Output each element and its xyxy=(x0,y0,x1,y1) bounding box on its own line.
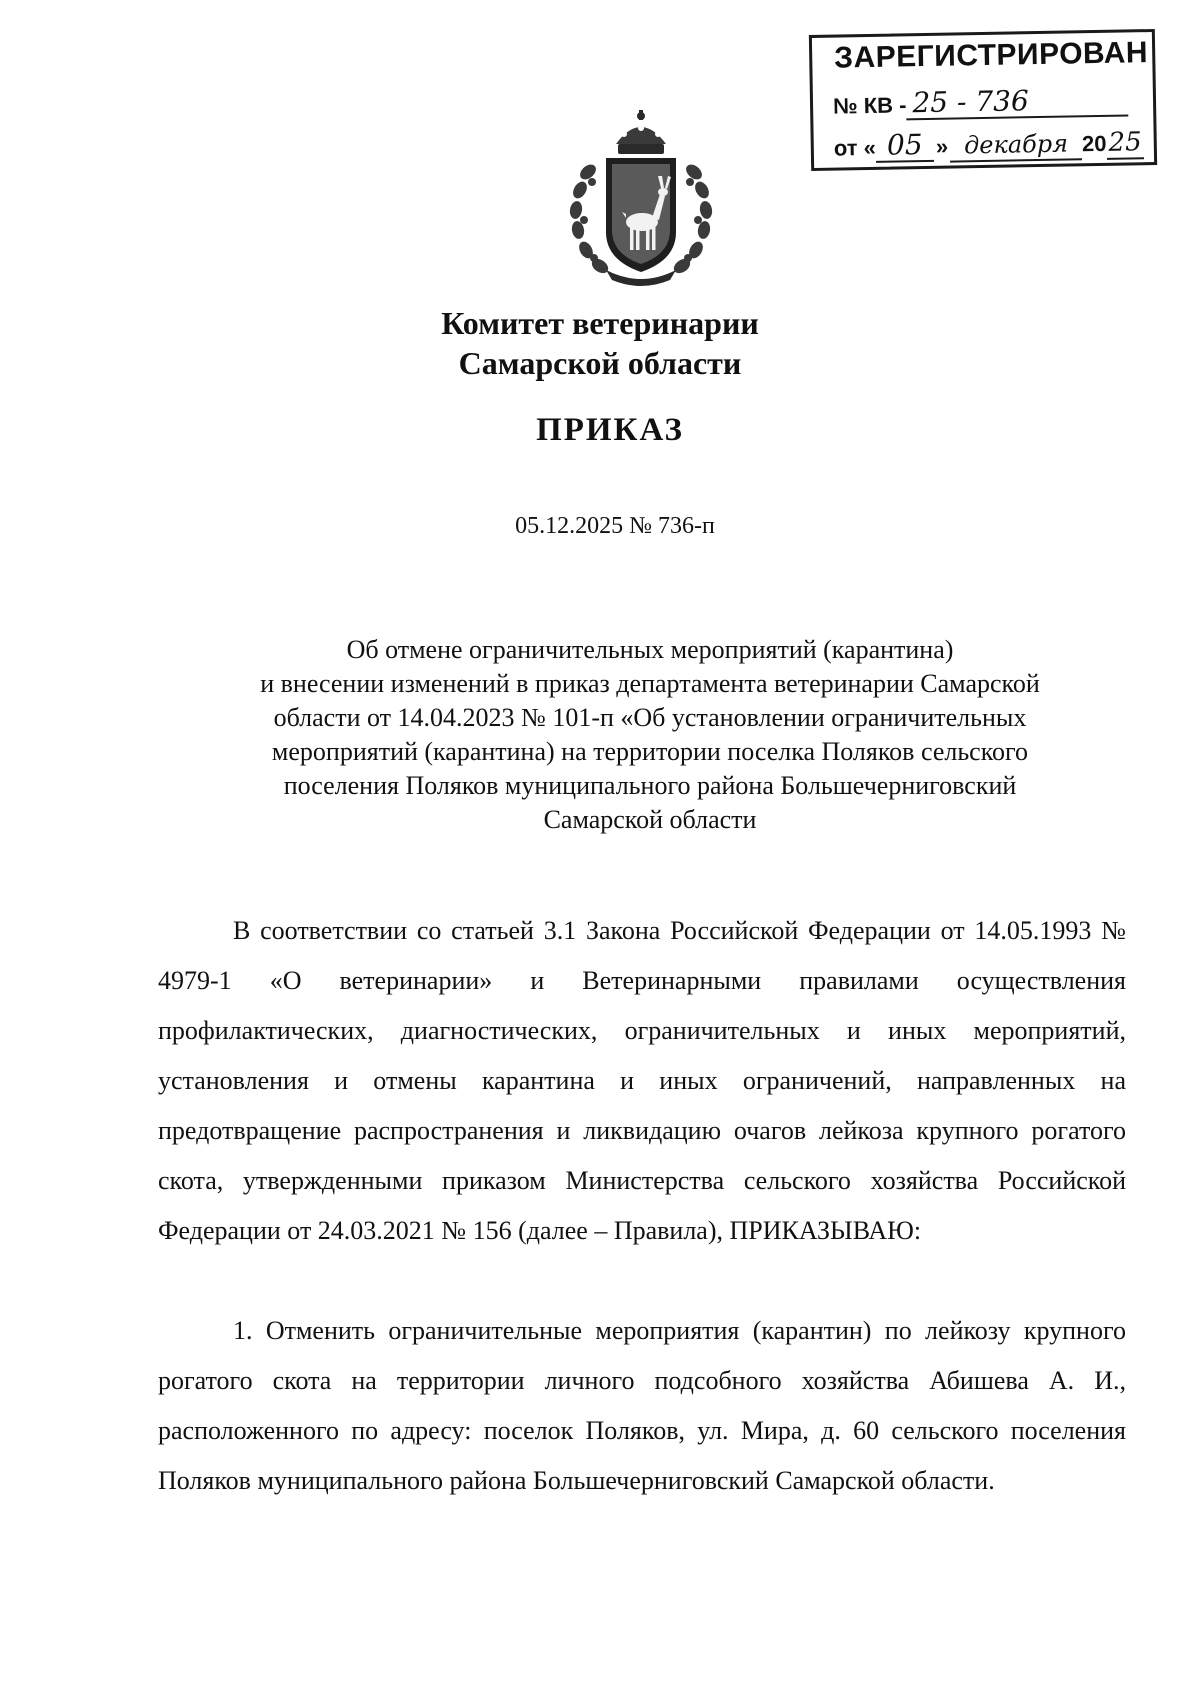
organization-name-line2: Самарской области xyxy=(458,345,742,381)
stamp-date-prefix: от « xyxy=(833,134,877,161)
subject-line: области от 14.04.2023 № 101-п «Об установлении ограничительных xyxy=(273,703,1027,732)
organization-name-line1: Комитет ветеринарии xyxy=(441,305,759,341)
stamp-number-prefix: № КВ - xyxy=(832,92,907,119)
stamp-day-handwritten: 05 xyxy=(876,130,935,163)
stamp-number-handwritten: 25 - 736 xyxy=(906,84,1129,120)
body-paragraph-preamble: В соответствии со статьей 3.1 Закона Российской Федерации от 14.05.1993 № 4979-1 «О ветеринарии» и Ветеринарными правилами осуществления профилактических, диагностических, ограничительных и иных мероприятий, установления и отмены карантина и иных ограничений, направленных на предотвращение распространения и ликвидацию очагов лейкоза крупного рогатого скота, утвержденными приказом Министерства сельского хозяйства Российской Федерации от 24.03.2021 № 156 (далее – Правила), ПРИКАЗЫВАЮ: xyxy=(158,916,1126,1245)
subject-line: Об отмене ограничительных мероприятий (карантина) xyxy=(346,635,954,664)
subject-line: поселения Поляков муниципального района Большечерниговский xyxy=(283,771,1017,800)
stamp-month-handwritten: декабря xyxy=(950,128,1083,162)
stamp-year-prefix: 20 xyxy=(1081,130,1107,157)
stamp-number-line xyxy=(833,84,1129,121)
document-subject xyxy=(210,633,1090,837)
document-number: 05.12.2025 № 736-п xyxy=(515,513,715,539)
subject-line: мероприятий (карантина) на территории поселка Поляков сельского xyxy=(271,737,1029,766)
subject-line: и внесении изменений в приказ департамента ветеринарии Самарской xyxy=(260,669,1040,698)
stamp-day-close: » xyxy=(935,133,949,159)
stamp-year-handwritten: 25 xyxy=(1106,127,1144,160)
document-type: ПРИКАЗ xyxy=(536,412,684,448)
stamp-title: ЗАРЕГИСТРИРОВАН xyxy=(833,36,1149,75)
samara-region-coat-of-arms-icon xyxy=(566,110,716,290)
registration-stamp xyxy=(809,29,1157,171)
body-paragraph-item-1: 1. Отменить ограничительные мероприятия (карантин) по лейкозу крупного рогатого скота на территории личного подсобного хозяйства Абишева А. И., расположенного по адресу: поселок Поляков, ул. Мира, д. 60 сельского поселения Поляков муниципального района Большечерниговский Самарской области. xyxy=(158,1316,1126,1495)
organization-name xyxy=(0,303,1200,383)
stamp-date-line xyxy=(834,126,1144,164)
subject-line: Самарской области xyxy=(543,805,757,834)
